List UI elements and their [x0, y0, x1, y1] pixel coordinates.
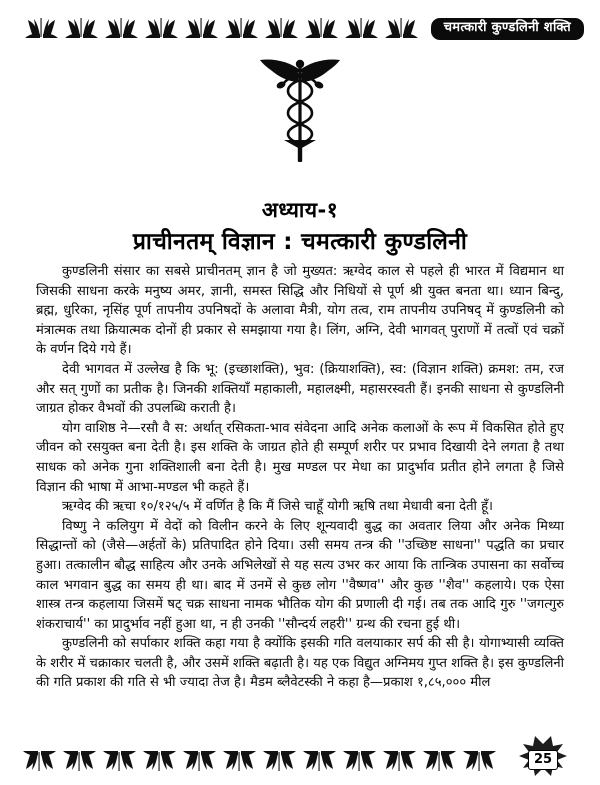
paragraph: योग वाशिष्ठ ने—रसौ वै स: अर्थात् रसिकता-भाव संवेदना आदि अनेक कलाओं के रूप में विकसित होते हुए जीवन को रसयुक्त बना देती है। इस शक्ति के जाग्रत होते ही सम्पूर्ण शरीर पर प्रभाव दिखायी देने लगता है तथा साधक को अनेक गुना शक्तिशाली बना देती है। मुख मण्डल पर मेधा का प्रादुर्भाव प्रतीत होने लगता है जिसे विज्ञान की भाषा में आभा-मण्डल भी कहते हैं।: [36, 420, 564, 495]
paragraph: कुण्डलिनी को सर्पाकार शक्ति कहा गया है क्योंकि इसकी गति वलयाकार सर्प की सी है। योगाभ्यासी व्यक्ति के शरीर में चक्राकार चलती है, और उसमें शक्ति बढ़ाती है। यह एक विद्युत अग्निमय गुप्त शक्ति है। इस कुण्डलिनी की गति प्रकाश की गति से भी ज्यादा तेज है। मैडम ब्लैवेटस्की ने कहा है—प्रकाश १,८५,००० मील: [36, 636, 564, 691]
palmette-fan-ornament-icon: [260, 744, 300, 774]
palmette-fan-ornament-icon: [380, 744, 420, 774]
palmette-fan-ornament-icon: [220, 744, 260, 774]
palmette-fan-ornament-icon: [420, 744, 460, 774]
palmette-fan-ornament-icon: [60, 744, 100, 774]
palmette-fan-ornament-icon: [20, 744, 60, 774]
paragraph: देवी भागवत में उल्लेख है कि भू: (इच्छाशक्ति), भुव: (क्रियाशक्ति), स्व: (विज्ञान शक्ति) क्रमश: तम, रज और सत् गुणों का प्रतीक है। जिनकी शक्तियाँ महाकाली, महालक्ष्मी, महासरस्वती हैं। इनकी साधना से कुण्डलिनी जाग्रत होकर वैभवों की उपलब्धि कराती है।: [36, 361, 564, 417]
caduceus-icon: [250, 151, 350, 168]
folio-ornament: [515, 736, 571, 784]
palmette-fan-ornament-icon: [340, 744, 380, 774]
running-header-title: चमत्कारी कुण्डलिनी शक्ति: [431, 18, 584, 41]
palmette-fan-ornament-icon: [100, 744, 140, 774]
paragraph: विष्णु ने कलियुग में वेदों को विलीन करने के लिए शून्यवादी बुद्ध का अवतार लिया और अनेक मिथ्या सिद्धान्तों को (जैसे—अर्हतों के) प्रतिपादित होने दिया। उसी समय तन्त्र की ''उच्छिष्ट साधना'' पद्धति का प्रचार हुआ। तत्कालीन बौद्ध साहित्य और उनके अभिलेखों से यह सत्य उभर कर आया कि तान्त्रिक उपासना का सर्वोच्च काल भगवान बुद्ध का समय ही था। बाद में उनमें से कुछ लोग ''वैष्णव'' और कुछ ''शैव'' कहलाये। एक ऐसा शास्त्र तन्त्र कहलाया जिसमें षट् चक्र साधना नामक भौतिक योग की प्रणाली दी गई। तब तक आदि गुरु ''जगत्गुरु शंकराचार्य'' का प्रादुर्भाव नहीं हुआ था, न ही उनकी ''सौन्दर्य लहरी'' ग्रन्थ की रचना हुई थी।: [36, 518, 564, 632]
chapter-emblem: [0, 52, 600, 169]
body-text-column: [36, 262, 564, 693]
palmette-fan-ornament-icon: [180, 744, 220, 774]
paragraph: कुण्डलिनी संसार का सबसे प्राचीनतम् ज्ञान है जो मुख्यत: ऋग्वेद काल से पहले ही भारत में विद्यमान था जिसकी साधना करके मनुष्य अमर, ज्ञानी, समस्त सिद्धि और निधियों से पूर्ण श्री युक्त बनता था। ध्यान बिन्दु, ब्रह्म, धुरिका, नृसिंह पूर्ण तापनीय उपनिषदों के अलावा मैत्री, योग तत्व, राम तापनीय उपनिषद् में कुण्डलिनी को मंत्रात्मक तथा क्रियात्मक दोनों ही प्रकार से समझाया गया है। लिंग, अग्नि, देवी भागवत् पुराणों में तत्वों एवं चक्रों के वर्णन दिये गये हैं।: [36, 264, 564, 358]
palmette-fan-ornament-icon: [460, 744, 500, 774]
page-number-wrapper: [515, 736, 571, 784]
paragraph: ऋग्वेद की ऋचा १०/१२५/५ में वर्णित है कि मैं जिसे चाहूँ योगी ऋषि तथा मेधावी बना देती हूँ।: [62, 499, 494, 515]
palmette-fan-ornament-icon: [140, 744, 180, 774]
page-title: प्राचीनतम् विज्ञान : चमत्कारी कुण्डलिनी: [132, 229, 468, 255]
palmette-fan-ornament-icon: [300, 744, 340, 774]
bottom-ornament-band: [20, 744, 520, 774]
page-number: 25: [528, 750, 558, 770]
chapter-number: अध्याय-१: [261, 198, 339, 222]
running-header: [0, 14, 600, 44]
